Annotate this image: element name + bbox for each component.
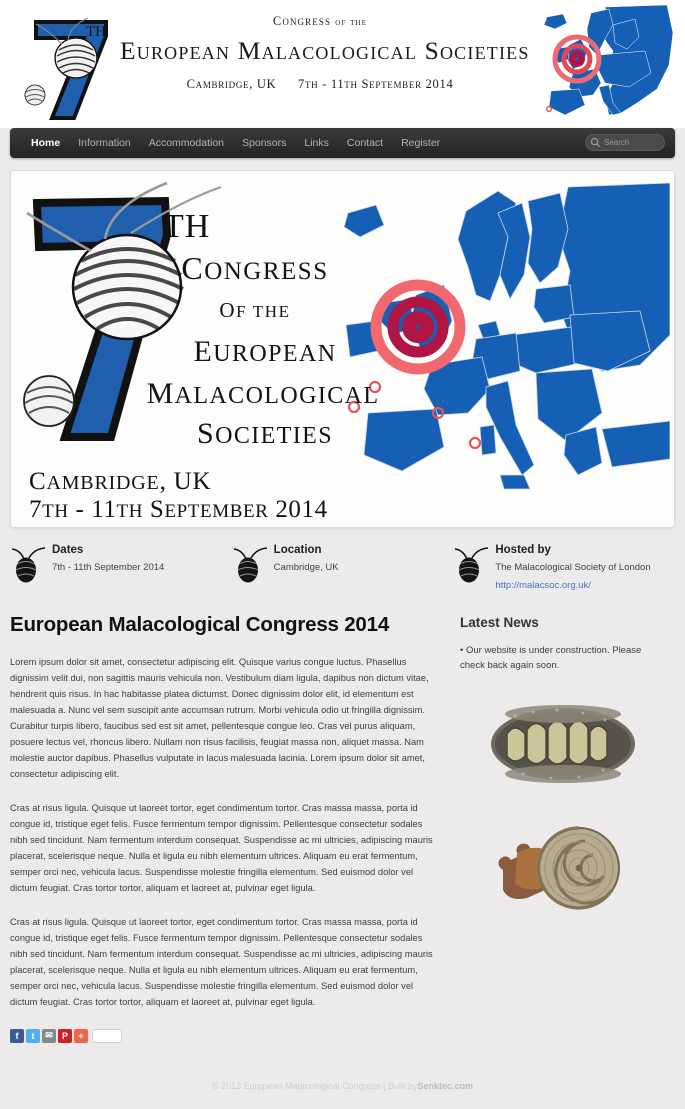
main-columns <box>10 613 675 1053</box>
info-box-text: Cambridge, UK <box>273 562 339 573</box>
hero-societies-text: SOCIETIES <box>197 417 333 450</box>
article-column <box>10 613 460 1053</box>
search-icon <box>590 137 601 148</box>
hero-ofthe-text: OF THE <box>219 298 291 322</box>
hero-malacological-text: MALACOLOGICAL <box>146 377 380 410</box>
nav-item-home[interactable]: Home <box>31 137 61 149</box>
site-footer <box>0 1063 685 1109</box>
congress-logo-icon <box>14 6 124 124</box>
hero-location-text: CAMBRIDGE, UK <box>29 468 212 495</box>
svg-text:TH: TH <box>86 24 106 40</box>
masthead-title-block <box>120 14 530 92</box>
info-box-title: Hosted by <box>495 544 551 556</box>
masthead-location: Cambridge, UK <box>186 76 277 91</box>
nav-item-accommodation[interactable]: Accommodation <box>148 137 225 149</box>
email-share-icon[interactable]: ✉ <box>42 1029 56 1043</box>
hero-dates-text: 7TH - 11TH SEPTEMBER 2014 <box>29 496 328 523</box>
facebook-share-icon[interactable]: f <box>10 1029 24 1043</box>
news-item: • Our website is under construction. Please check back again soon. <box>460 645 642 671</box>
masthead-dates: 7th - 11th September 2014 <box>298 76 454 91</box>
pinterest-share-icon[interactable]: P <box>58 1029 72 1043</box>
info-box-title: Location <box>273 544 322 556</box>
article-paragraph: Lorem ipsum dolor sit amet, consectetur adipiscing elit. Quisque varius congue luctus. Phasellus dignissim velit dui, non sagittis mauris vehicula non. Vestibulum diam ligula, dapibus non dictum vitae, hendrerit quis risus. In hac habitasse platea dictumst. Donec dignissim dolor elit, id elementum est malesuada a. Nunc vel sem suscipit ante accumsan rutrum. Morbi vehicula odio ut fringilla dignissim. Curabitur turpis libero, faucibus sed est sit amet, pellentesque congue leo. Cras vel purus aliquam, posuere lectus vel, rhoncus libero. Nullam non risus facilisis, feugiat massa non, aliquet massa. Nam molestie auctor dapibus. Phasellus vulputate in lacus malesuada lacinia. Lorem ipsum dolor sit amet, consectetur adipiscing elit. <box>10 657 429 780</box>
article-paragraph: Cras at risus ligula. Quisque ut laoreet tortor, eget condimentum tortor. Cras massa massa, porta id congue id, tristique eget felis. Fusce fermentum tempor dignissim. Pellentesque consectetur sodales nibh sed tincidunt. Nam fermentum interdum consequat. Suspendisse ac mi ultricies, adipiscing mauris placerat, scelerisque neque. Nulla et ligula eu nibh elementum ultrices. Aliquam eu erat fermentum, semper orci nec, vehicula lacus. Suspendisse molestie fringilla elementum. Sed euismod dolor vel dictum feugiat. Cras tortor tortor, aliquam et laoreet at, pulvinar eget ligula. <box>10 917 433 1007</box>
svg-text:TH: TH <box>163 208 211 245</box>
sidebar-figure-snail <box>460 814 665 919</box>
masthead-main-title: European Malacological Societies <box>120 35 530 65</box>
masthead-congress-line: Congress of the <box>272 14 368 28</box>
more-share-icon[interactable]: + <box>74 1029 88 1043</box>
nav-item-contact[interactable]: Contact <box>346 137 384 149</box>
main-navigation <box>10 128 675 158</box>
info-box-row <box>10 544 675 599</box>
footer-builder-link[interactable]: Senktec.com <box>417 1080 474 1091</box>
info-box-location <box>232 544 454 593</box>
social-share-bar <box>10 1029 442 1053</box>
info-box-text: The Malacological Society of London <box>495 562 651 573</box>
footer-copyright: © 2013 European Malacological Congress | Built by <box>211 1080 418 1091</box>
info-box-title: Dates <box>52 544 84 556</box>
share-count-box <box>92 1029 122 1043</box>
page-title: European Malacological Congress 2014 <box>10 613 390 637</box>
nav-item-register[interactable]: Register <box>401 137 441 149</box>
hero-congress-text: CONGRESS <box>181 250 329 286</box>
snail-shell-photo-icon <box>483 814 643 919</box>
hero-european-text: EUROPEAN <box>193 335 337 368</box>
hero-logo-and-title <box>15 175 415 523</box>
latest-news-title: Latest News <box>460 615 539 631</box>
nav-item-sponsors[interactable]: Sponsors <box>242 137 287 149</box>
snail-icon <box>10 546 46 584</box>
snail-icon <box>232 546 268 584</box>
navbar-wrapper <box>0 128 685 158</box>
search-input[interactable] <box>601 137 659 148</box>
nav-item-information[interactable]: Information <box>78 137 131 149</box>
site-masthead <box>0 0 685 128</box>
nav-item-links[interactable]: Links <box>304 137 329 149</box>
hero-banner[interactable] <box>15 175 670 523</box>
info-box-text: 7th - 11th September 2014 <box>52 562 165 573</box>
header-europe-map-icon <box>517 3 677 121</box>
twitter-share-icon[interactable]: t <box>26 1029 40 1043</box>
search-box[interactable] <box>585 134 665 151</box>
article-paragraph: Cras at risus ligula. Quisque ut laoreet tortor, eget condimentum tortor. Cras massa massa, porta id congue id, tristique eget felis. Fusce fermentum tempor dignissim. Pellentesque consectetur sodales nibh sed tincidunt. Nam fermentum interdum consequat. Suspendisse ac mi ultricies, adipiscing mauris placerat, scelerisque neque. Nulla et ligula eu nibh elementum ultrices. Aliquam eu erat fermentum, semper orci nec, vehicula lacus. Suspendisse molestie fringilla elementum. Sed euismod dolor vel dictum feugiat. Cras tortor tortor, aliquam et laoreet at, pulvinar eget ligula. <box>10 803 433 894</box>
chiton-photo-icon <box>483 694 643 794</box>
host-website-link[interactable]: http://malacsoc.org.uk/ <box>495 580 591 592</box>
sidebar-column <box>460 613 665 1053</box>
hero-banner-frame <box>10 170 675 528</box>
content-area <box>0 170 685 1053</box>
sidebar-figure-chiton <box>460 694 665 794</box>
masthead-subtitle <box>120 77 520 92</box>
snail-icon <box>453 546 489 584</box>
info-box-dates <box>10 544 232 593</box>
info-box-hosted-by <box>453 544 675 593</box>
